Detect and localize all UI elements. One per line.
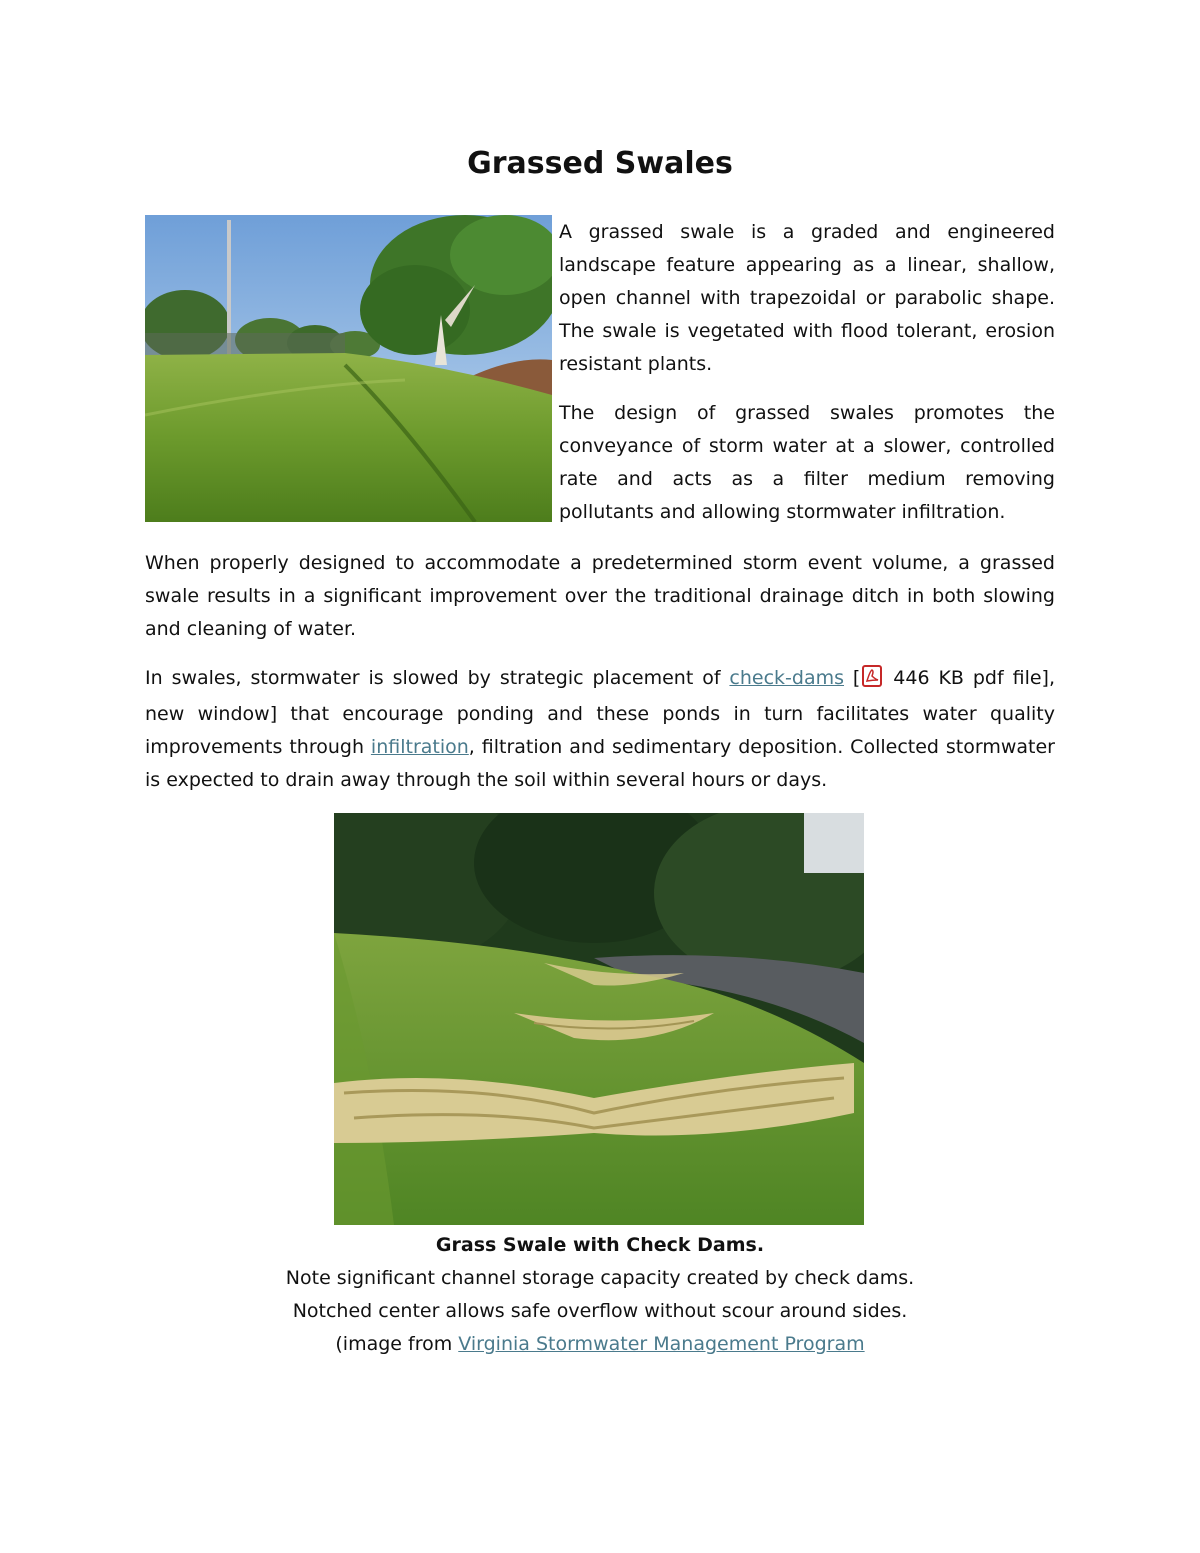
page-title: Grassed Swales: [467, 146, 733, 181]
caption-line-2: Notched center allows safe overflow without scour around sides.: [292, 1300, 908, 1322]
bracket-text: [: [844, 667, 861, 689]
paragraph-text: , filtration and sedimentary deposition. Collected stormwater is expected to drain away through the soil within several hours or days.: [145, 736, 1055, 791]
grassed-swale-photo: [145, 215, 552, 522]
infiltration-link[interactable]: infiltration: [370, 736, 469, 758]
check-dams-photo: [334, 813, 864, 1225]
source-link[interactable]: Virginia Stormwater Management Program: [458, 1333, 865, 1355]
check-dams-link[interactable]: check-dams: [729, 667, 845, 689]
intro-text: [559, 216, 1055, 545]
paragraph-text: new window] that encourage ponding and these ponds in turn facilitates water quality improvements through: [145, 703, 1055, 758]
body-paragraph-1: When properly designed to accommodate a predetermined storm event volume, a grassed swale results in a significant improvement over the traditional drainage ditch in both slowing and cleaning of water.: [145, 552, 1055, 640]
file-info-text: 446 KB pdf file],: [884, 667, 1055, 689]
caption-title: Grass Swale with Check Dams.: [435, 1234, 765, 1256]
figure-caption: [145, 1229, 1055, 1361]
body-paragraph-2: [145, 662, 1055, 797]
caption-line-3: [145, 1328, 1055, 1361]
caption-source-prefix: (image from: [335, 1333, 459, 1355]
pdf-file-icon: [862, 665, 882, 698]
intro-paragraph-1: A grassed swale is a graded and engineered landscape feature appearing as a linear, shallow, open channel with trapezoidal or parabolic shape. The swale is vegetated with flood tolerant, erosion resistant plants.: [559, 221, 1055, 375]
caption-line-1: Note significant channel storage capacity created by check dams.: [285, 1267, 915, 1289]
intro-paragraph-2: The design of grassed swales promotes the conveyance of storm water at a slower, controlled rate and acts as a filter medium removing pollutants and allowing stormwater infiltration.: [559, 402, 1055, 523]
paragraph-text: In swales, stormwater is slowed by strategic placement of: [145, 667, 730, 689]
body-text: [145, 547, 1055, 813]
